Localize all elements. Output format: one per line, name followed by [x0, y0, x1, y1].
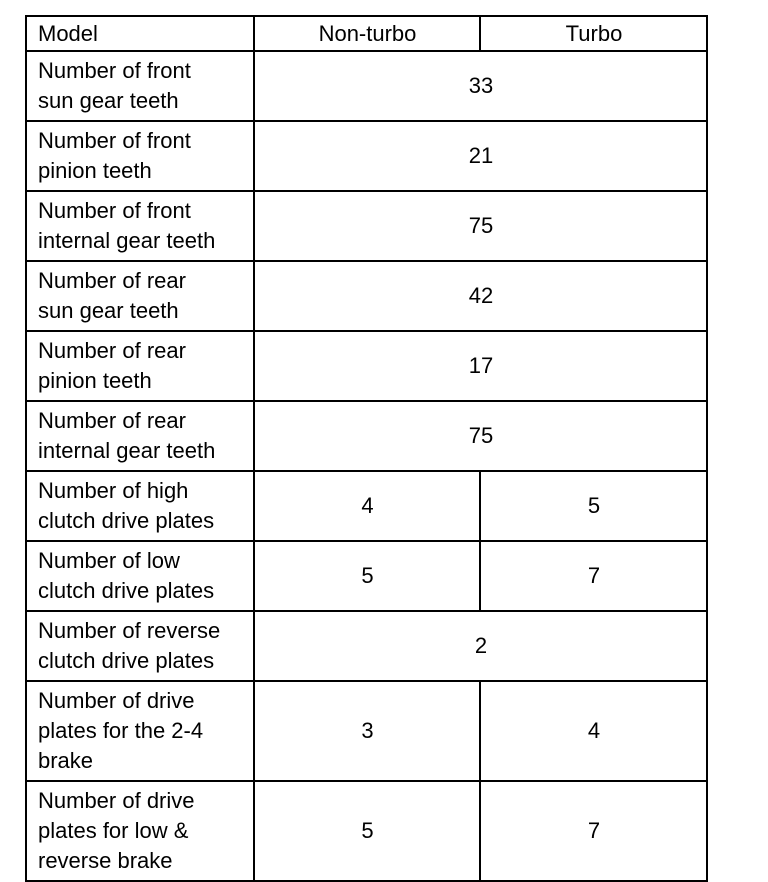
row-value-shared: 21 — [254, 121, 707, 191]
row-value-shared: 75 — [254, 191, 707, 261]
row-value-non-turbo: 4 — [254, 471, 480, 541]
table-row — [26, 781, 707, 881]
header-non-turbo: Non-turbo — [254, 16, 480, 51]
row-value-shared: 17 — [254, 331, 707, 401]
table-row — [26, 541, 707, 611]
row-label: Number of drive plates for the 2-4 brake — [26, 681, 254, 781]
header-row — [26, 16, 707, 51]
table-row — [26, 681, 707, 781]
table-row — [26, 611, 707, 681]
row-value-non-turbo: 3 — [254, 681, 480, 781]
row-label: Number of front sun gear teeth — [26, 51, 254, 121]
row-label: Number of rear internal gear teeth — [26, 401, 254, 471]
row-value-turbo: 5 — [480, 471, 707, 541]
row-value-non-turbo: 5 — [254, 541, 480, 611]
header-model: Model — [26, 16, 254, 51]
row-label: Number of reverse clutch drive plates — [26, 611, 254, 681]
row-label: Number of rear sun gear teeth — [26, 261, 254, 331]
row-label: Number of front pinion teeth — [26, 121, 254, 191]
table-row — [26, 261, 707, 331]
row-value-shared: 42 — [254, 261, 707, 331]
row-label: Number of drive plates for low & reverse brake — [26, 781, 254, 881]
table-row — [26, 401, 707, 471]
gear-spec-table — [25, 15, 708, 882]
row-value-shared: 2 — [254, 611, 707, 681]
row-value-turbo: 4 — [480, 681, 707, 781]
table-row — [26, 121, 707, 191]
row-value-turbo: 7 — [480, 781, 707, 881]
row-value-non-turbo: 5 — [254, 781, 480, 881]
table-row — [26, 191, 707, 261]
row-value-shared: 33 — [254, 51, 707, 121]
table-row — [26, 471, 707, 541]
table-row — [26, 51, 707, 121]
table-row — [26, 331, 707, 401]
row-label: Number of front internal gear teeth — [26, 191, 254, 261]
row-value-shared: 75 — [254, 401, 707, 471]
row-label: Number of rear pinion teeth — [26, 331, 254, 401]
header-turbo: Turbo — [480, 16, 707, 51]
row-value-turbo: 7 — [480, 541, 707, 611]
row-label: Number of high clutch drive plates — [26, 471, 254, 541]
row-label: Number of low clutch drive plates — [26, 541, 254, 611]
